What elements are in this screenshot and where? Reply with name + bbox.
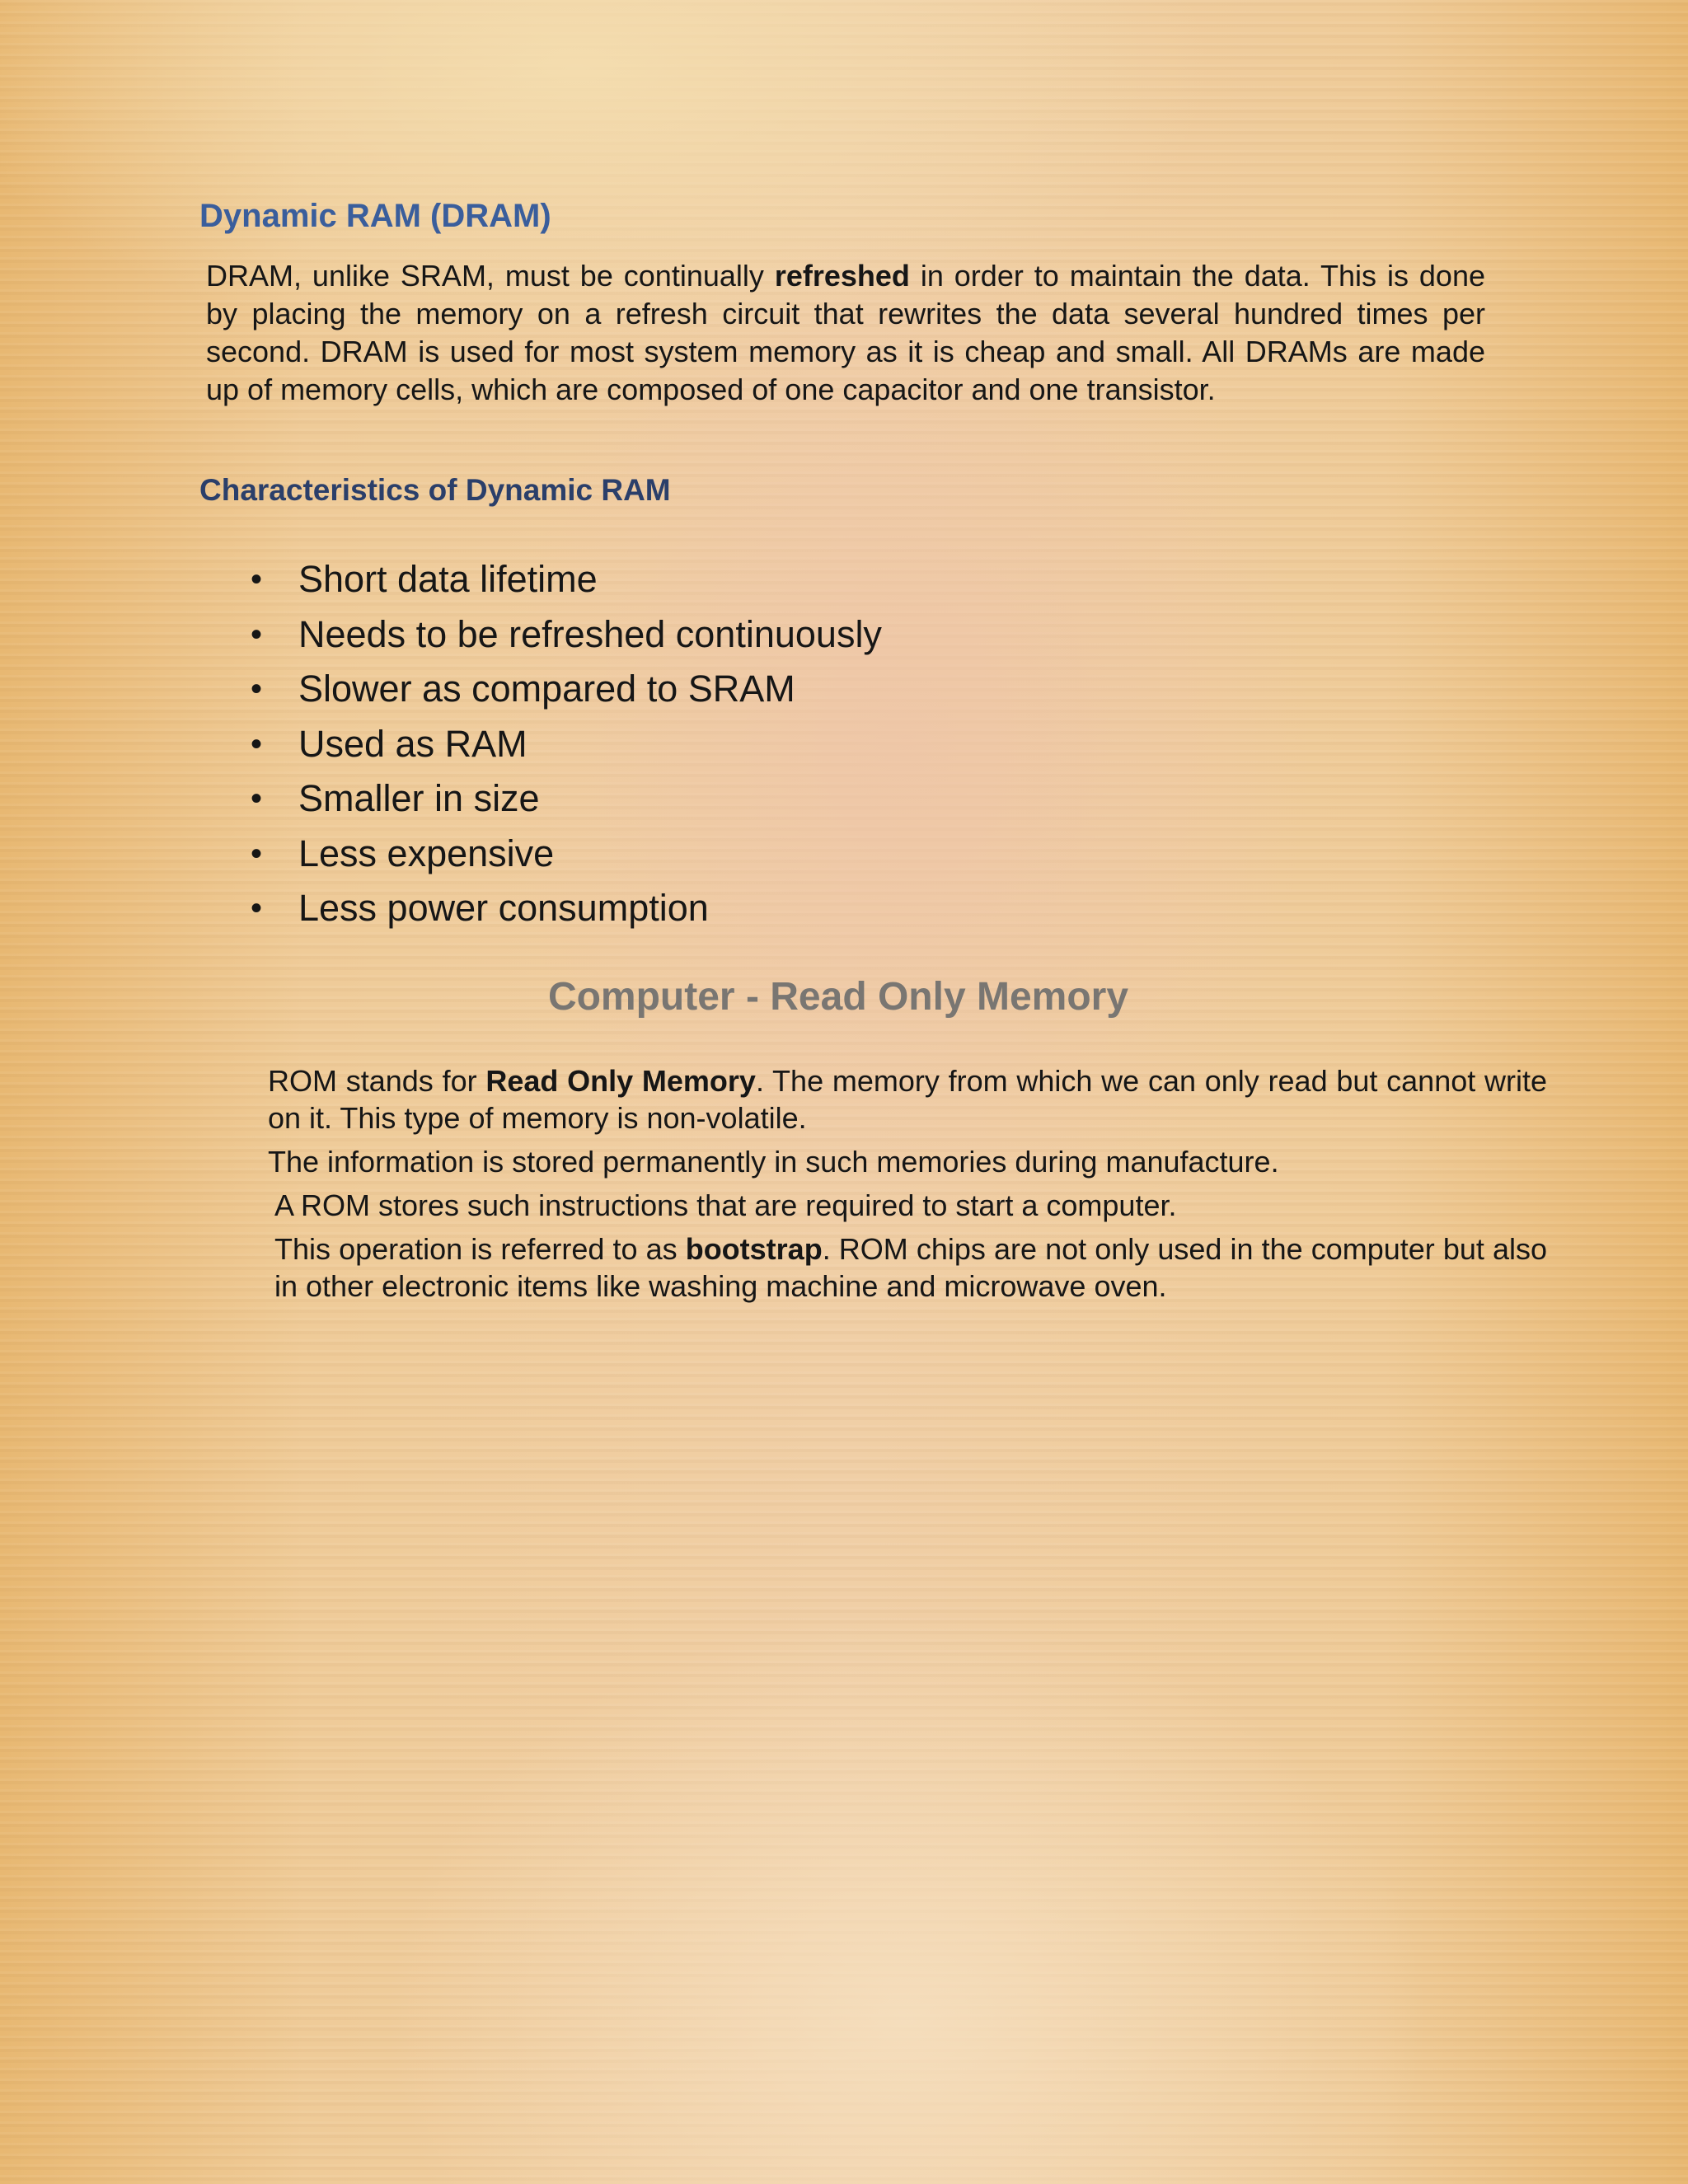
rom-section <box>268 1062 1547 1305</box>
list-item-text: Smaller in size <box>298 777 540 819</box>
rom-bootstrap-bold: bootstrap <box>685 1232 823 1266</box>
characteristics-heading: Characteristics of Dynamic RAM <box>199 473 671 507</box>
rom-heading: Computer - Read Only Memory <box>547 975 1129 1019</box>
dram-refreshed-bold: refreshed <box>774 259 910 293</box>
characteristics-list <box>247 552 882 936</box>
bullet-icon: • <box>251 725 263 762</box>
dram-paragraph-text: DRAM, unlike SRAM, must be continually <box>206 259 775 293</box>
list-item <box>247 552 882 607</box>
list-item-text: Less expensive <box>298 832 555 874</box>
list-item <box>247 771 882 827</box>
rom-read-only-memory-bold: Read Only Memory <box>485 1064 756 1098</box>
list-item-text: Needs to be refreshed continuously <box>298 612 882 655</box>
bullet-icon: • <box>251 616 263 653</box>
list-item-text: Slower as compared to SRAM <box>298 668 795 710</box>
bullet-icon: • <box>251 890 263 926</box>
rom-paragraph-text: ROM stands for <box>268 1064 486 1098</box>
rom-paragraph-text: This operation is referred to as <box>274 1232 686 1266</box>
dram-heading: Dynamic RAM (DRAM) <box>199 198 551 234</box>
dram-paragraph <box>206 257 1485 409</box>
list-item <box>247 827 882 882</box>
dram-paragraph-text: in order to maintain the data. This is done by placing the memory on a refresh circuit that rewrites the data several hundred times per second. DRAM is used for most system memory as it is cheap and small. All DRAMs are made up of memory cells, which are composed of one capacitor and one transistor. <box>206 259 1485 406</box>
rom-paragraph-text: . ROM chips are not only used in the computer but also in other electronic items like washing machine and microwave oven. <box>274 1232 1548 1303</box>
list-item-text: Short data lifetime <box>298 558 598 600</box>
list-item <box>247 607 882 663</box>
list-item <box>247 662 882 717</box>
list-item-text: Less power consumption <box>298 887 709 929</box>
bullet-icon: • <box>251 671 263 707</box>
bullet-icon: • <box>251 561 263 598</box>
rom-paragraph-storage: The information is stored permanently in such memories during manufacture. <box>268 1145 1279 1179</box>
rom-paragraph-instructions: A ROM stores such instructions that are required to start a computer. <box>274 1188 1177 1222</box>
list-item-text: Used as RAM <box>298 722 528 765</box>
list-item <box>247 717 882 772</box>
rom-paragraph-text: . The memory from which we can only read but cannot write on it. This type of memory is non-volatile. <box>268 1064 1548 1135</box>
list-item <box>247 881 882 936</box>
bullet-icon: • <box>251 780 263 817</box>
rom-paragraph-bootstrap <box>268 1230 1547 1305</box>
rom-paragraph-definition <box>268 1062 1547 1137</box>
bullet-icon: • <box>251 835 263 872</box>
